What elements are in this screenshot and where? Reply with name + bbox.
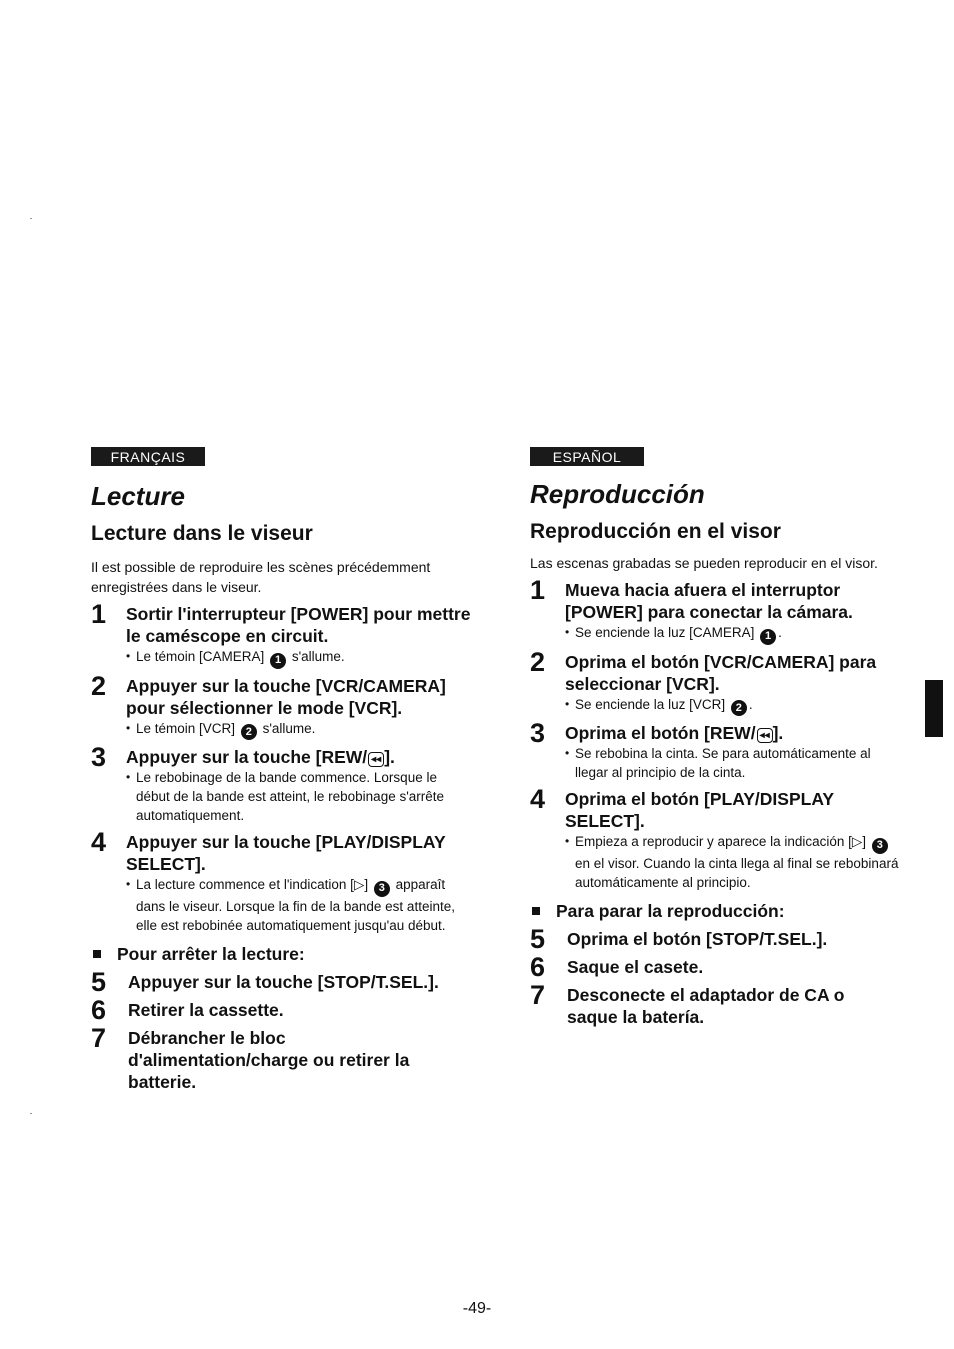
stop-heading-text: Pour arrêter la lecture: — [117, 943, 305, 964]
step-3-french — [91, 742, 471, 825]
step-1-spanish — [530, 575, 902, 645]
indicator-1-icon: 1 — [760, 629, 776, 645]
indicator-2-icon: 2 — [731, 700, 747, 716]
note-text: en el visor. Cuando la cinta llega al final se rebobinará automáticamente al principio. — [575, 855, 899, 890]
step-note — [565, 623, 902, 645]
step-note: • Le rebobinage de la bande commence. Lorsque le début de la bande est atteint, le rebobinage s'arrête automatiquement. — [126, 768, 471, 825]
page-number: -49- — [462, 1300, 492, 1317]
step-6-french — [91, 994, 471, 1025]
square-bullet-icon — [532, 907, 540, 915]
step-number: 1 — [91, 599, 107, 629]
intro-text-french: Il est possible de reproduire les scènes précédemment enregistrées dans le viseur. — [91, 559, 431, 595]
step-5-spanish — [530, 923, 902, 954]
scan-mark — [30, 218, 32, 219]
step-note — [126, 647, 471, 669]
step-title: Oprima el botón [VCR/CAMERA] para seleccionar [VCR]. — [565, 651, 877, 694]
step-number: 4 — [91, 827, 107, 857]
step-title — [565, 722, 902, 744]
step-number: 6 — [91, 994, 107, 1025]
note-text: . — [778, 625, 782, 640]
step-number: 3 — [91, 742, 107, 772]
step-title — [126, 746, 471, 768]
step-title-text: Appuyer sur la touche [REW/ — [126, 747, 368, 767]
step-number: 1 — [530, 575, 546, 605]
step-2-french — [91, 670, 471, 741]
note-text: Le témoin [CAMERA] — [136, 649, 265, 664]
indicator-2-icon: 2 — [241, 724, 257, 740]
step-title: Oprima el botón [PLAY/DISPLAY SELECT]. — [565, 789, 834, 831]
french-column — [91, 447, 471, 1093]
step-title: Oprima el botón [STOP/T.SEL.]. — [567, 928, 828, 949]
indicator-3-icon: 3 — [374, 881, 390, 897]
step-3-spanish — [530, 718, 902, 782]
step-title: Retirer la cassette. — [128, 999, 284, 1020]
step-title-text: ]. — [384, 747, 395, 767]
step-5-french — [91, 966, 471, 997]
section-subtitle-spanish: Reproducción en el visor — [530, 520, 781, 543]
stop-heading-text: Para parar la reproducción: — [556, 900, 785, 921]
step-number: 4 — [530, 784, 546, 814]
step-number: 7 — [91, 1022, 107, 1053]
rewind-icon: ◂◂ — [757, 728, 773, 743]
section-title-french: Lecture — [91, 481, 185, 511]
step-note: • Se rebobina la cinta. Se para automáticamente al llegar al principio de la cinta. — [565, 744, 902, 782]
step-4-spanish — [530, 784, 902, 892]
step-title: Débrancher le bloc d'alimentation/charge ou retirer la batterie. — [128, 1027, 410, 1092]
step-number: 5 — [91, 966, 107, 997]
stop-heading-french — [91, 943, 471, 965]
step-title: Saque el casete. — [567, 956, 704, 977]
note-text: apparaît dans le viseur. Lorsque la fin de la bande est atteinte, elle est rebobinée automatiquement jusqu'au début. — [136, 877, 455, 933]
language-badge-spanish: ESPAÑOL — [530, 447, 644, 466]
note-text: Se enciende la luz [CAMERA] — [575, 625, 755, 640]
step-title: Sortir l'interrupteur [POWER] pour mettre le caméscope en circuit. — [126, 604, 471, 646]
square-bullet-icon — [93, 950, 101, 958]
stop-heading-spanish — [530, 900, 902, 922]
step-title: Appuyer sur la touche [VCR/CAMERA] pour sélectionner le mode [VCR]. — [126, 675, 446, 718]
note-text: s'allume. — [258, 720, 316, 736]
note-text: La lecture commence et l'indication [▷] — [136, 877, 369, 892]
step-7-french — [91, 1022, 471, 1093]
step-title: Desconecte el adaptador de CA o saque la batería. — [567, 984, 845, 1027]
section-title-spanish: Reproducción — [530, 479, 705, 509]
scan-mark — [30, 1113, 32, 1114]
note-text: Le témoin [VCR] — [136, 720, 236, 736]
step-note — [565, 832, 902, 892]
step-number: 2 — [91, 670, 107, 701]
indicator-1-icon: 1 — [270, 653, 286, 669]
step-number: 3 — [530, 718, 546, 748]
step-7-spanish — [530, 979, 902, 1028]
indicator-3-icon: 3 — [872, 838, 888, 854]
step-number: 5 — [530, 923, 546, 954]
step-number: 6 — [530, 951, 546, 982]
rewind-icon: ◂◂ — [368, 752, 384, 767]
step-note — [126, 875, 471, 935]
step-title: Appuyer sur la touche [STOP/T.SEL.]. — [128, 971, 439, 992]
note-text: . — [748, 696, 753, 712]
step-number: 2 — [530, 646, 546, 677]
step-title: Mueva hacia afuera el interruptor [POWER] para conectar la cámara. — [565, 580, 853, 622]
step-number: 7 — [530, 979, 546, 1010]
section-subtitle-french: Lecture dans le viseur — [91, 522, 313, 545]
step-title: Appuyer sur la touche [PLAY/DISPLAY SELECT]. — [126, 832, 446, 874]
language-badge-french: FRANÇAIS — [91, 447, 205, 466]
step-1-french — [91, 599, 471, 669]
section-tab-marker — [925, 680, 943, 737]
note-text: Se enciende la luz [VCR] — [575, 696, 726, 712]
step-title-text: Oprima el botón [REW/ — [565, 723, 756, 743]
spanish-column — [530, 447, 902, 1028]
note-text: Empieza a reproducir y aparece la indicación [▷] — [575, 834, 867, 849]
step-2-spanish — [530, 646, 902, 717]
step-4-french — [91, 827, 471, 935]
step-6-spanish — [530, 951, 902, 982]
note-text: s'allume. — [288, 649, 345, 664]
step-title-text: ]. — [772, 723, 784, 743]
step-note — [565, 695, 902, 717]
step-note — [126, 719, 471, 741]
intro-text-spanish: Las escenas grabadas se pueden reproducir en el visor. — [530, 555, 878, 571]
